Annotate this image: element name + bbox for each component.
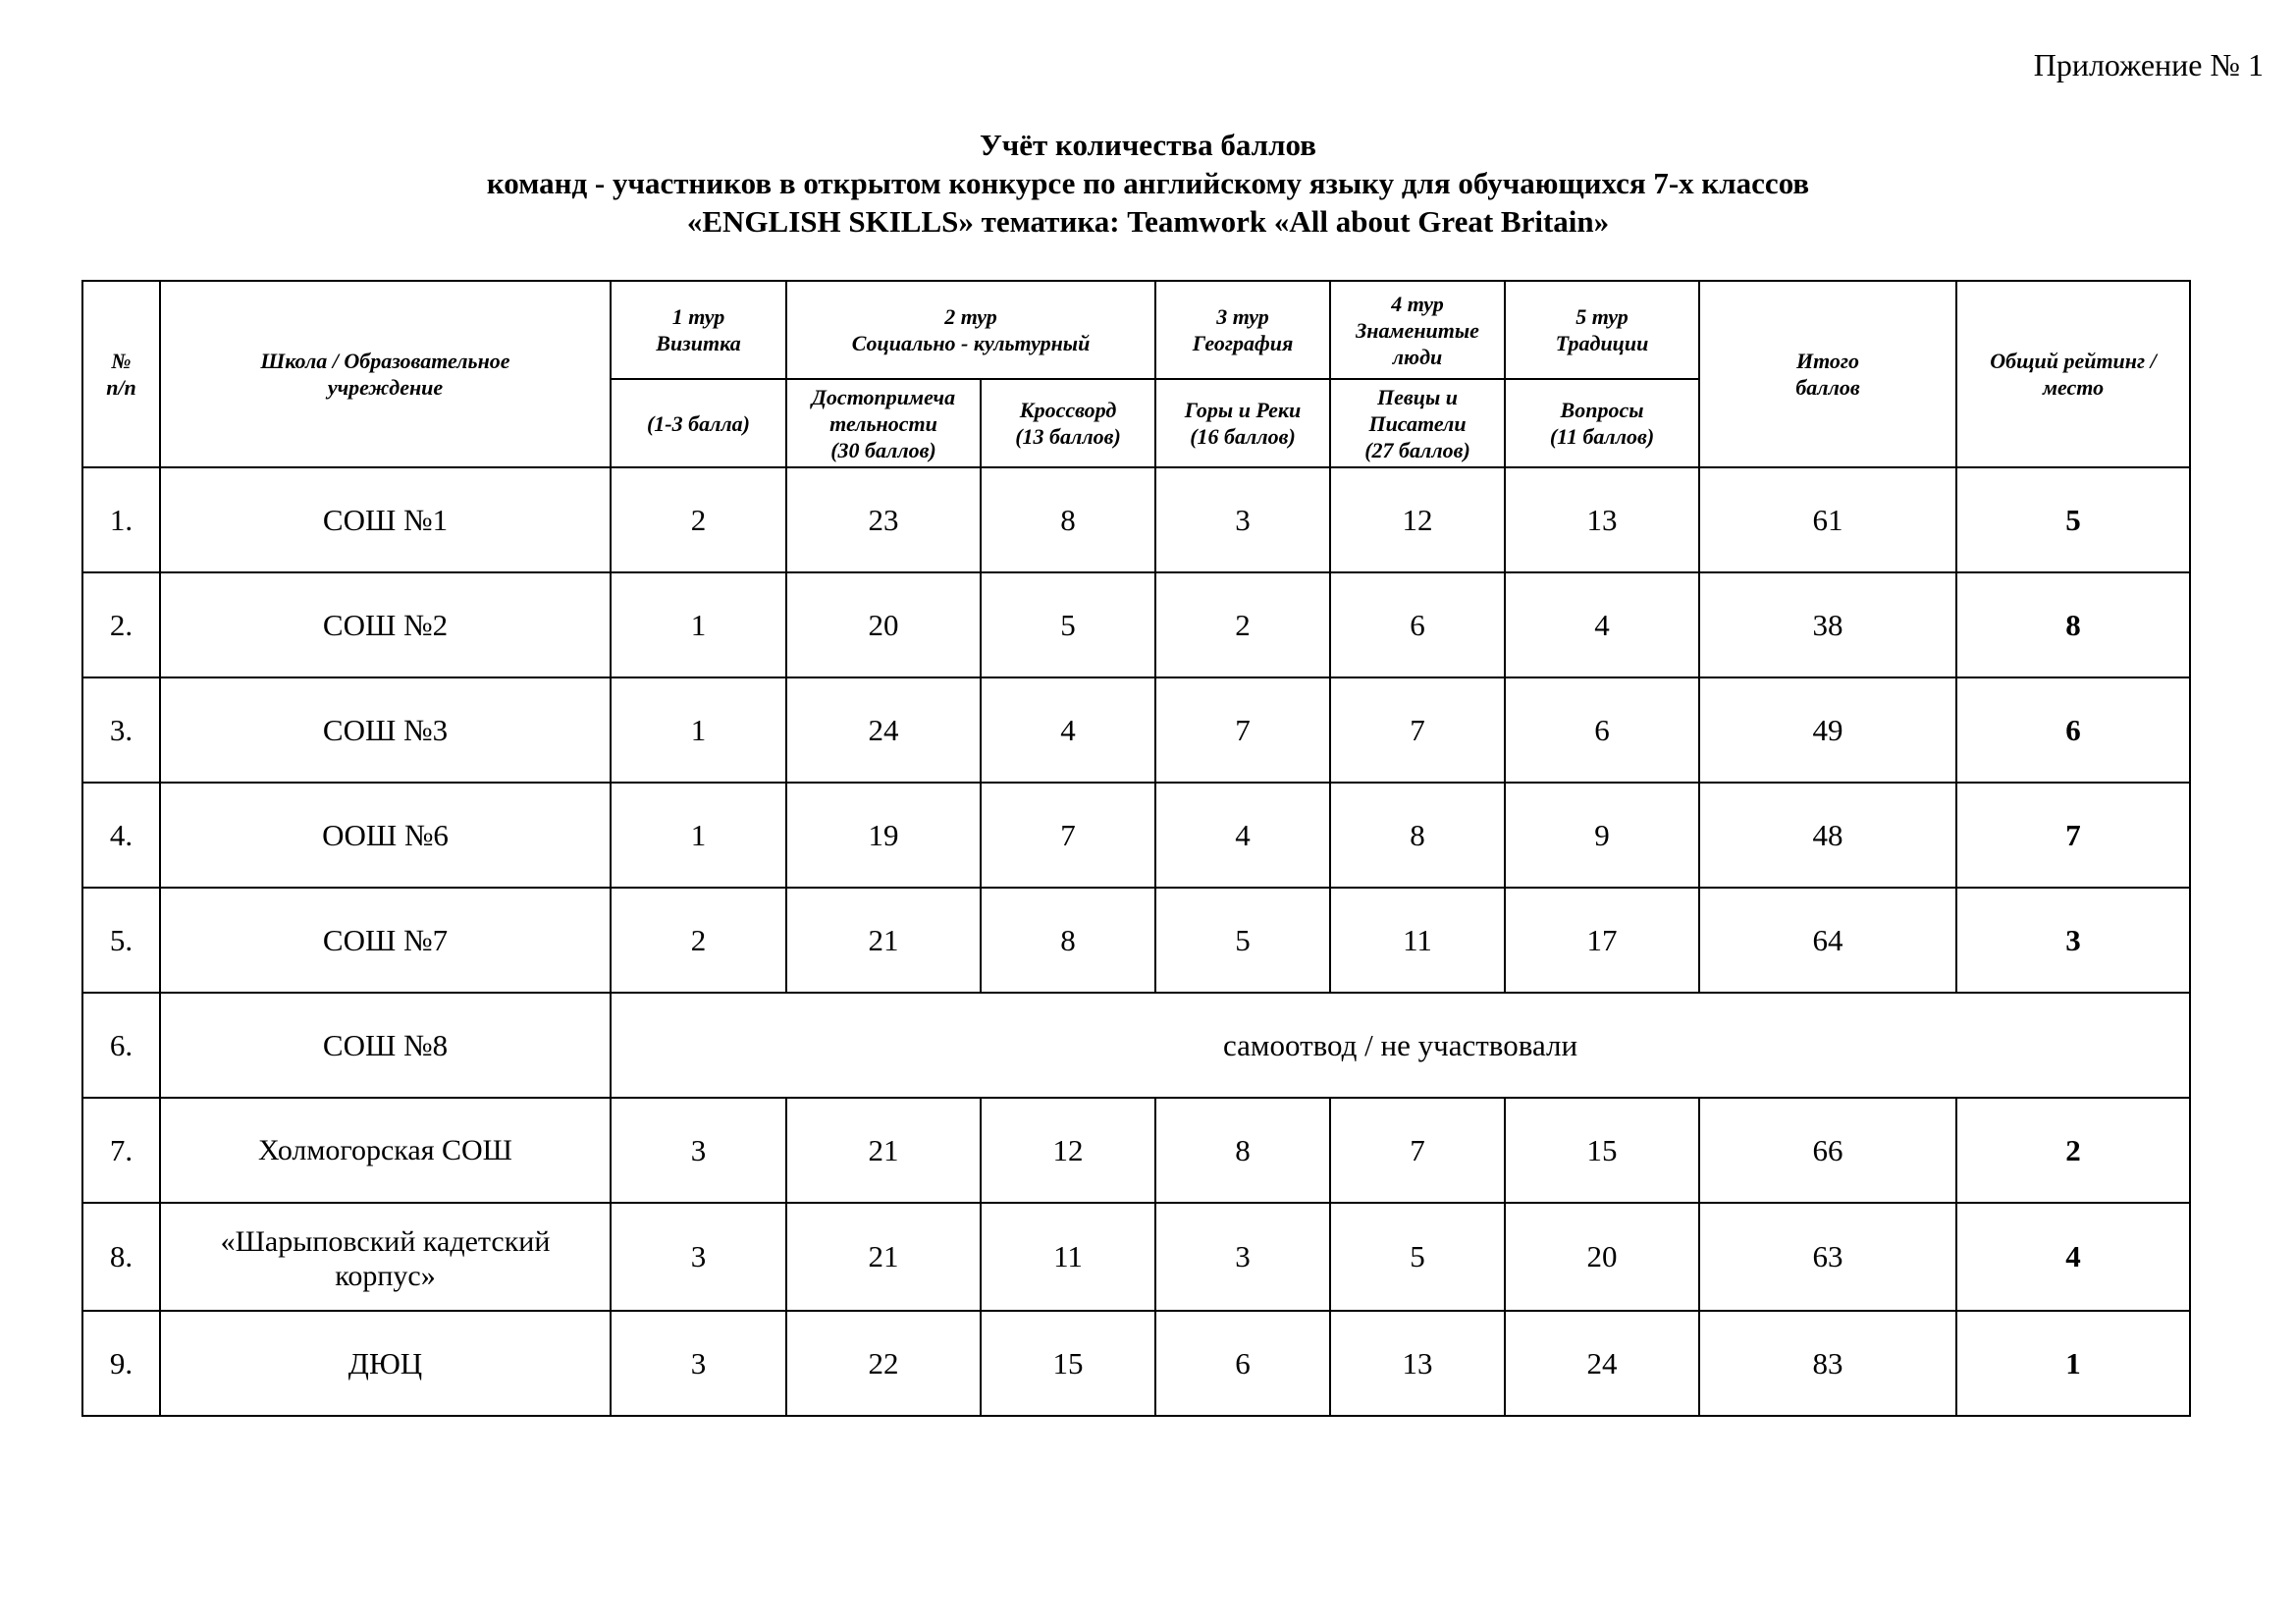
score-total: 66	[1699, 1098, 1956, 1203]
score-round2-sights: 23	[786, 467, 981, 572]
score-total: 49	[1699, 677, 1956, 783]
appendix-label: Приложение № 1	[2033, 47, 2264, 82]
score-total: 64	[1699, 888, 1956, 993]
score-round5: 20	[1505, 1203, 1699, 1311]
rating-place: 3	[1956, 888, 2190, 993]
score-total: 38	[1699, 572, 1956, 677]
school-name: СОШ №1	[160, 467, 611, 572]
score-round4: 12	[1330, 467, 1505, 572]
score-round4: 7	[1330, 677, 1505, 783]
rating-place: 2	[1956, 1098, 2190, 1203]
score-round3: 8	[1155, 1098, 1330, 1203]
row-number: 6.	[82, 993, 160, 1098]
table-row	[82, 993, 2190, 1098]
score-round3: 6	[1155, 1311, 1330, 1416]
score-round3: 4	[1155, 783, 1330, 888]
row-number: 8.	[82, 1203, 160, 1311]
score-round2-crossword: 12	[981, 1098, 1155, 1203]
score-round3: 3	[1155, 467, 1330, 572]
row-number: 2.	[82, 572, 160, 677]
score-round5: 9	[1505, 783, 1699, 888]
school-name: СОШ №8	[160, 993, 611, 1098]
header-round2-crossword: Кроссворд (13 баллов)	[981, 379, 1155, 467]
score-round1: 1	[611, 677, 786, 783]
school-name: ООШ №6	[160, 783, 611, 888]
row-number: 5.	[82, 888, 160, 993]
title-line: «ENGLISH SKILLS» тематика: Teamwork «All about Great Britain»	[686, 204, 1610, 239]
score-round4: 5	[1330, 1203, 1505, 1311]
score-total: 63	[1699, 1203, 1956, 1311]
table-row	[82, 467, 2190, 572]
score-round5: 24	[1505, 1311, 1699, 1416]
score-round4: 8	[1330, 783, 1505, 888]
title-line: Учёт количества баллов	[980, 128, 1316, 162]
score-round2-crossword: 7	[981, 783, 1155, 888]
score-round3: 3	[1155, 1203, 1330, 1311]
score-round4: 11	[1330, 888, 1505, 993]
row-number: 7.	[82, 1098, 160, 1203]
header-round4-sub: Певцы и Писатели (27 баллов)	[1330, 379, 1505, 467]
score-round1: 2	[611, 467, 786, 572]
school-name: «Шарыповский кадетский корпус»	[160, 1203, 611, 1311]
score-round2-sights: 21	[786, 1098, 981, 1203]
score-round2-crossword: 11	[981, 1203, 1155, 1311]
score-round2-crossword: 15	[981, 1311, 1155, 1416]
header-school: Школа / Образовательное учреждение	[160, 281, 611, 467]
school-name: СОШ №2	[160, 572, 611, 677]
score-round1: 3	[611, 1203, 786, 1311]
row-number: 1.	[82, 467, 160, 572]
score-round1: 3	[611, 1098, 786, 1203]
document-title	[0, 126, 2296, 241]
rating-place: 8	[1956, 572, 2190, 677]
school-name: СОШ №7	[160, 888, 611, 993]
header-round2-sights: Достопримеча тельности (30 баллов)	[786, 379, 981, 467]
score-round4: 7	[1330, 1098, 1505, 1203]
score-round3: 5	[1155, 888, 1330, 993]
table-row	[82, 888, 2190, 993]
header-round5: 5 тур Традиции	[1505, 281, 1699, 379]
table-row	[82, 572, 2190, 677]
rating-place: 5	[1956, 467, 2190, 572]
school-name: ДЮЦ	[160, 1311, 611, 1416]
header-round4: 4 тур Знаменитые люди	[1330, 281, 1505, 379]
score-round3: 7	[1155, 677, 1330, 783]
rating-place: 1	[1956, 1311, 2190, 1416]
score-total: 61	[1699, 467, 1956, 572]
header-round5-sub: Вопросы (11 баллов)	[1505, 379, 1699, 467]
score-round5: 17	[1505, 888, 1699, 993]
header-round1-sub: (1-3 балла)	[611, 379, 786, 467]
score-round4: 6	[1330, 572, 1505, 677]
absent-note: самоотвод / не участвовали	[611, 993, 2190, 1098]
table-row	[82, 1311, 2190, 1416]
score-total: 48	[1699, 783, 1956, 888]
table-row	[82, 783, 2190, 888]
header-round2: 2 тур Социально - культурный	[786, 281, 1155, 379]
header-round3-sub: Горы и Реки (16 баллов)	[1155, 379, 1330, 467]
table-row	[82, 677, 2190, 783]
header-round1: 1 тур Визитка	[611, 281, 786, 379]
score-round2-crossword: 8	[981, 467, 1155, 572]
score-round2-sights: 19	[786, 783, 981, 888]
score-round5: 13	[1505, 467, 1699, 572]
school-name: СОШ №3	[160, 677, 611, 783]
header-total: Итого баллов	[1699, 281, 1956, 467]
score-round2-crossword: 8	[981, 888, 1155, 993]
row-number: 3.	[82, 677, 160, 783]
score-round2-sights: 24	[786, 677, 981, 783]
score-round2-crossword: 5	[981, 572, 1155, 677]
score-total: 83	[1699, 1311, 1956, 1416]
rating-place: 4	[1956, 1203, 2190, 1311]
header-num: № п/п	[82, 281, 160, 467]
score-round5: 4	[1505, 572, 1699, 677]
table-row	[82, 1203, 2190, 1311]
score-round5: 15	[1505, 1098, 1699, 1203]
score-round1: 3	[611, 1311, 786, 1416]
scores-table	[81, 280, 2191, 1417]
score-round2-crossword: 4	[981, 677, 1155, 783]
score-round2-sights: 21	[786, 888, 981, 993]
title-line: команд - участников в открытом конкурсе по английскому языку для обучающихся 7-х классов	[486, 166, 1810, 200]
header-rating: Общий рейтинг / место	[1956, 281, 2190, 467]
score-round2-sights: 20	[786, 572, 981, 677]
score-round1: 1	[611, 572, 786, 677]
table-row	[82, 1098, 2190, 1203]
score-round2-sights: 22	[786, 1311, 981, 1416]
rating-place: 7	[1956, 783, 2190, 888]
header-round3: 3 тур География	[1155, 281, 1330, 379]
score-round3: 2	[1155, 572, 1330, 677]
row-number: 9.	[82, 1311, 160, 1416]
row-number: 4.	[82, 783, 160, 888]
score-round1: 1	[611, 783, 786, 888]
score-round5: 6	[1505, 677, 1699, 783]
score-round1: 2	[611, 888, 786, 993]
rating-place: 6	[1956, 677, 2190, 783]
score-round4: 13	[1330, 1311, 1505, 1416]
school-name: Холмогорская СОШ	[160, 1098, 611, 1203]
score-round2-sights: 21	[786, 1203, 981, 1311]
